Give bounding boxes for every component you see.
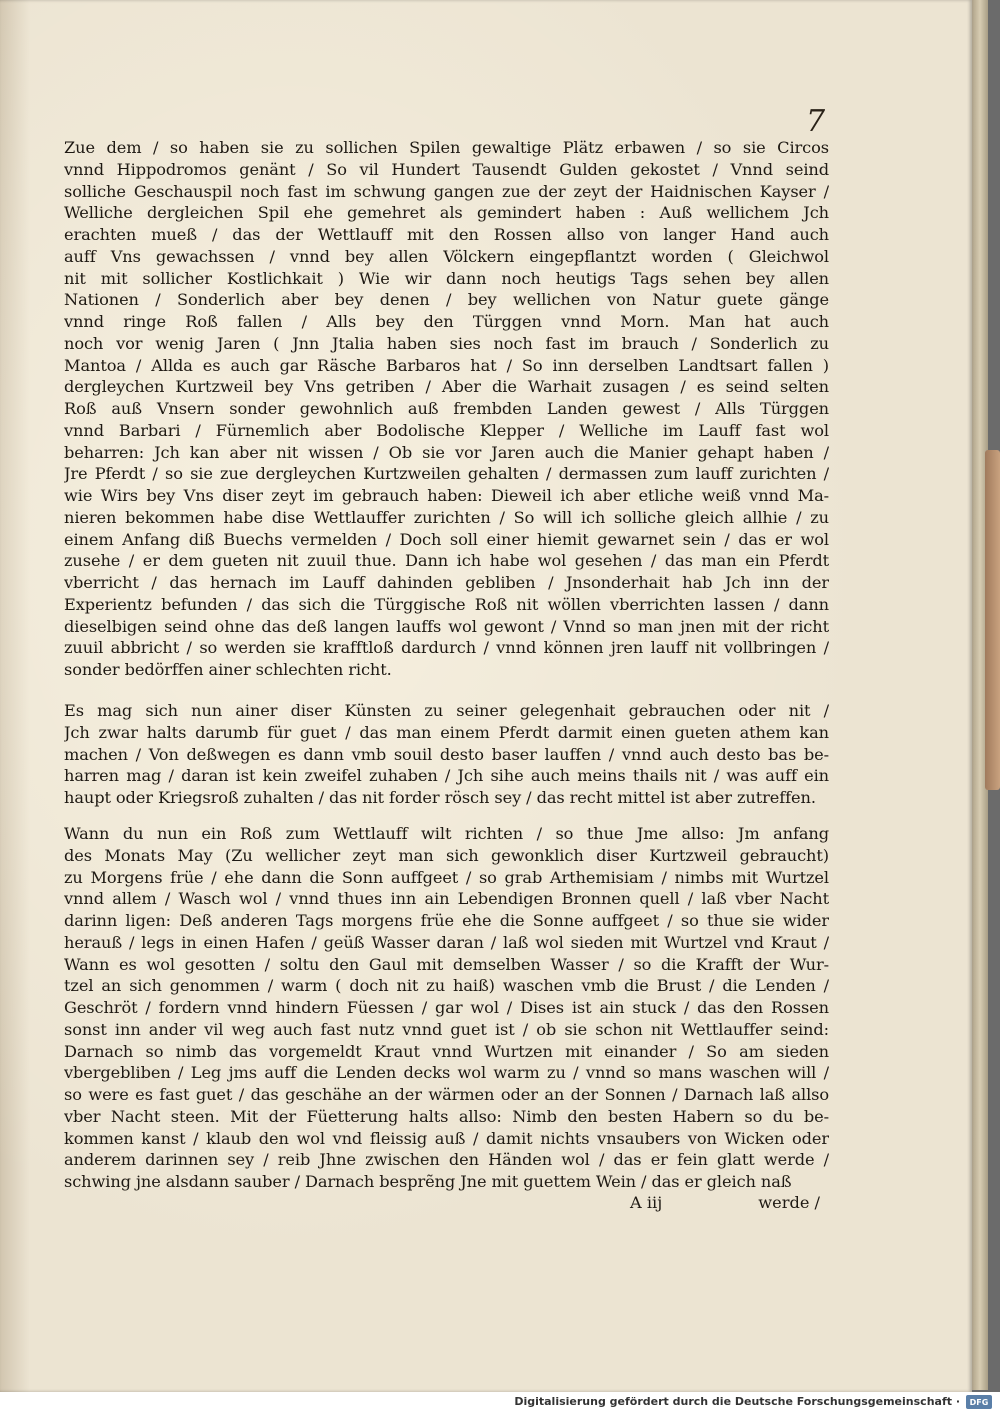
text-line: zusehe / er dem gueten nit zuuil thue. Dann ich habe wol gesehen / das man ein Pferdt — [64, 551, 829, 571]
text-line: kommen kanst / klaub den wol vnd fleissig auß / damit nichts vnsaubers von Wicken oder — [64, 1128, 829, 1148]
text-line: nit mit sollicher Kostlichkait ) Wie wir dann noch heutigs Tags sehen bey allen — [64, 268, 829, 288]
text-line: anderem darinnen sey / reib Jhne zwischen den Händen wol / das er fein glatt werde / — [64, 1150, 829, 1170]
funding-notice: Digitalisierung gefördert durch die Deutsche Forschungsgemeinschaft · — [514, 1395, 960, 1408]
text-line: wie Wirs bey Vns diser zeyt im gebrauch haben: Dieweil ich aber etliche weiß vnnd Ma- — [64, 486, 829, 505]
text-line: herauß / legs in einen Hafen / geüß Wasser daran / laß wol sieden mit Wurtzel vnd Kraut / — [64, 932, 829, 952]
text-line: dergleychen Kurtzweil bey Vns getriben / Aber die Warhait zusagen / es seind selten — [64, 377, 829, 397]
text-line: zu Morgens früe / ehe dann die Sonn auffgeet / so grab Arthemisiam / nimbs mit Wurtzel — [64, 867, 829, 887]
text-line: vbergebliben / Leg jms auff die Lenden decks wol warm zu / vnnd so mans waschen will / — [64, 1063, 829, 1083]
text-line: Welliche dergleichen Spil ehe gemehret als gemindert haben : Auß wellichem Jch — [64, 203, 829, 223]
text-line: erachten mueß / das der Wettlauff mit den Rossen allso von langer Hand auch — [64, 225, 829, 244]
text-line: schwing jne alsdann sauber / Darnach besprẽng Jne mit guettem Wein / das er gleich naß — [64, 1172, 792, 1191]
text-line: Darnach so nimb das vorgemeldt Kraut vnnd Wurtzen mit einander / So am sieden — [64, 1041, 829, 1061]
text-line: sonder bedörffen ainer schlechten richt. — [64, 660, 392, 679]
text-line: nieren bekommen habe dise Wettlauffer zurichten / So will ich solliche gleich allhie / zu — [64, 507, 829, 527]
text-line: machen / Von deßwegen es dann vmb souil desto baser lauffen / vnnd auch desto bas be- — [64, 744, 829, 764]
text-line: Nationen / Sonderlich aber bey denen / bey wellichen von Natur guete gänge — [64, 290, 829, 310]
text-line: vnnd Barbari / Fürnemlich aber Bodolische Klepper / Welliche im Lauff fast wol — [64, 420, 829, 440]
text-line: so were es fast guet / das geschähe an der wärmen oder an der Sonnen / Darnach laß allso — [64, 1085, 829, 1104]
catchword-line — [630, 1193, 820, 1215]
paragraph-2 — [64, 700, 829, 809]
catchword: werde / — [758, 1193, 820, 1212]
text-line: solliche Geschauspil noch fast im schwung gangen zue der zeyt der Haidnischen Kayser / — [64, 181, 829, 201]
bookmark-ribbon — [985, 450, 1000, 790]
text-line: vnnd allem / Wasch wol / vnnd thues inn ain Lebendigen Bronnen quell / laß vber Nacht — [64, 889, 829, 909]
text-line: Wann du nun ein Roß zum Wettlauff wilt richten / so thue Jme allso: Jm anfang — [64, 824, 829, 843]
page-number: 7 — [806, 104, 826, 139]
text-line: Mantoa / Allda es auch gar Räsche Barbaros hat / So inn derselben Landtsart fallen ) — [64, 355, 829, 375]
paragraph-1 — [64, 137, 829, 681]
text-line: Zue dem / so haben sie zu sollichen Spilen gewaltige Plätz erbawen / so sie Circos — [64, 138, 829, 157]
text-line: sonst inn ander vil weg auch fast nutz vnnd guet ist / ob sie schon nit Wettlauffer seind: — [64, 1019, 829, 1039]
text-line: dieselbigen seind ohne das deß langen lauffs wol gewont / Vnnd so man jnen mit der richt — [64, 616, 829, 636]
text-line: vnnd Hippodromos genänt / So vil Hundert Tausendt Gulden gekostet / Vnnd seind — [64, 159, 829, 179]
text-line: harren mag / daran ist kein zweifel zuhaben / Jch sihe auch meins thails nit / was auff ein — [64, 766, 829, 786]
text-line: Roß auß Vnsern sonder gewohnlich auß frembden Landen gewest / Alls Türggen — [64, 399, 829, 418]
text-line: vber Nacht steen. Mit der Füetterung halts allso: Nimb den besten Habern so du be- — [64, 1106, 829, 1126]
text-line: auff Vns gewachssen / vnnd bey allen Völckern eingepflantzt worden ( Gleichwol — [64, 246, 829, 266]
text-line: Jre Pferdt / so sie zue dergleychen Kurtzweilen gehalten / dermassen zum lauff zurichten / — [64, 464, 829, 484]
text-line: Experientz befunden / das sich die Türggische Roß nit wöllen vberrichten lassen / dann — [64, 594, 829, 614]
text-line: einem Anfang diß Buechs vermelden / Doch soll einer hiemit gewarnet sein / das er wol — [64, 529, 829, 549]
dfg-logo-icon: DFG — [966, 1395, 992, 1409]
text-line: vnnd ringe Roß fallen / Alls bey den Türggen vnnd Morn. Man hat auch — [64, 312, 829, 331]
paragraph-3 — [64, 823, 829, 1193]
signature-mark: A iij — [630, 1193, 663, 1212]
text-line: vberricht / das hernach im Lauff dahinden gebliben / Jnsonderhait hab Jch inn der — [64, 573, 829, 592]
text-line: des Monats May (Zu wellicher zeyt man sich gewonklich diser Kurtzweil gebraucht) — [64, 845, 829, 865]
text-line: Wann es wol gesotten / soltu den Gaul mit demselben Wasser / so die Krafft der Wur- — [64, 954, 829, 974]
text-line: noch vor wenig Jaren ( Jnn Jtalia haben sies noch fast im brauch / Sonderlich zu — [64, 333, 829, 353]
text-line: Geschröt / fordern vnnd hindern Füessen / gar wol / Dises ist ain stuck / das den Rossen — [64, 998, 829, 1017]
text-line: Es mag sich nun ainer diser Künsten zu seiner gelegenhait gebrauchen oder nit / — [64, 701, 829, 720]
text-line: zuuil abbricht / so werden sie krafftloß dardurch / vnnd können jren lauff nit vollbringen / — [64, 638, 829, 658]
text-line: beharren: Jch kan aber nit wissen / Ob sie vor Jaren auch die Manier gehapt haben / — [64, 442, 829, 462]
text-line: darinn ligen: Deß anderen Tags morgens früe ehe die Sonne auffgeet / so thue sie wider — [64, 911, 829, 930]
footer-bar — [0, 1392, 1000, 1413]
text-line: tzel an sich genommen / warm ( doch nit zu haiß) waschen vmb die Brust / die Lenden / — [64, 976, 829, 996]
text-line: haupt oder Kriegsroß zuhalten / das nit forder rösch sey / das recht mittel ist aber zutreffen. — [64, 788, 816, 807]
text-line: Jch zwar halts darumb für guet / das man einem Pferdt darmit einen gueten athem kan — [64, 722, 829, 742]
